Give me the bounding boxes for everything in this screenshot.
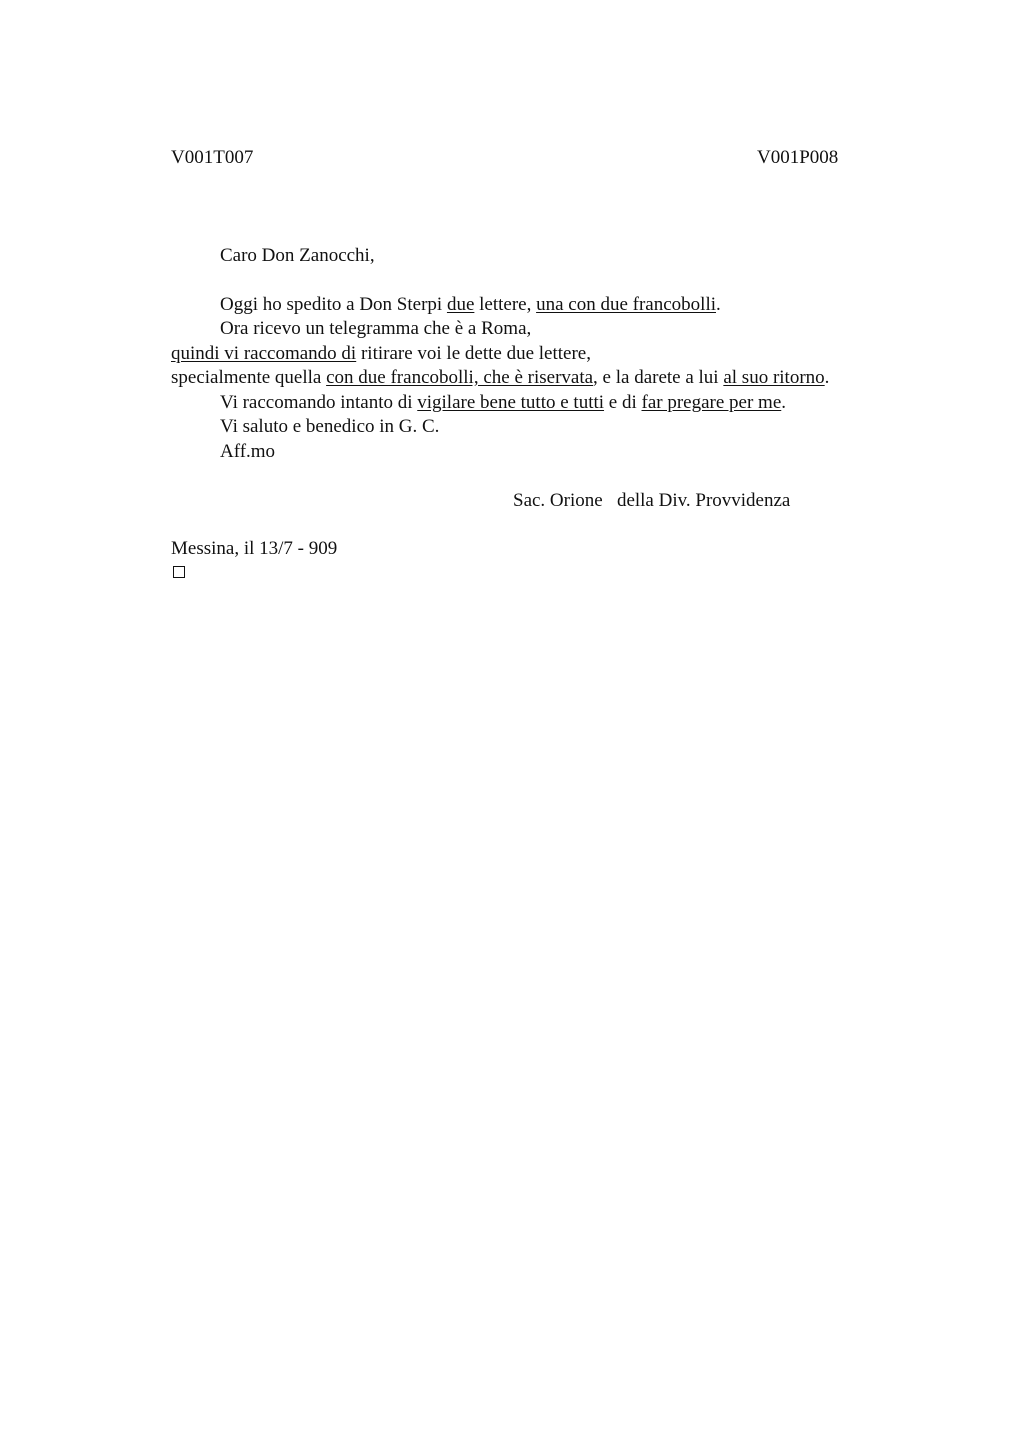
letter-line-4: [171, 367, 829, 389]
text-segment: , e la darete a lui: [593, 367, 724, 388]
letter-line-1: [220, 294, 721, 316]
text-segment: ritirare voi le dette due lettere,: [356, 343, 591, 364]
closing: Aff.mo: [220, 441, 276, 462]
letter-line-3: [171, 343, 591, 365]
underlined-text: vigilare bene tutto e tutti: [417, 392, 605, 413]
text-segment: .: [824, 367, 830, 388]
underlined-text: due: [446, 294, 475, 315]
underlined-text: al suo ritorno: [723, 367, 825, 388]
text-segment: Oggi ho spedito a Don Sterpi: [220, 294, 447, 315]
text-segment: Vi raccomando intanto di: [220, 392, 418, 413]
document-code-left: V001T007: [171, 147, 254, 168]
letter-line-2: Ora ricevo un telegramma che è a Roma,: [220, 318, 532, 339]
letter-line-6: Vi saluto e benedico in G. C.: [220, 416, 440, 437]
letter-line-5: [220, 392, 786, 414]
text-segment: .: [781, 392, 787, 413]
place-date: Messina, il 13/7 - 909: [171, 538, 338, 559]
signature: Sac. Orione della Div. Provvidenza: [513, 490, 791, 511]
text-segment: specialmente quella: [171, 367, 327, 388]
underlined-text: far pregare per me: [641, 392, 782, 413]
text-segment: e di: [604, 392, 642, 413]
text-segment: lettere,: [474, 294, 537, 315]
underlined-text: quindi vi raccomando di: [171, 343, 357, 364]
checkbox-glyph: [173, 566, 185, 578]
document-code-right: V001P008: [757, 147, 839, 168]
text-segment: .: [716, 294, 721, 315]
underlined-text: una con due francobolli: [536, 294, 716, 315]
salutation: Caro Don Zanocchi,: [220, 245, 375, 266]
underlined-text: con due francobolli, che è riservata: [326, 367, 594, 388]
